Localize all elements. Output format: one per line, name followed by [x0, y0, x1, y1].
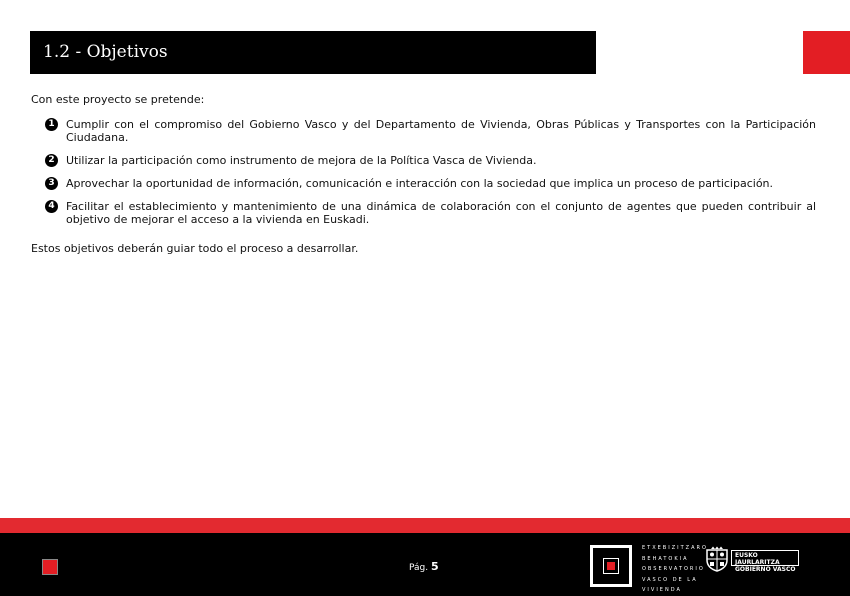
- coat-of-arms-icon: [705, 546, 729, 572]
- section-title: 1.2 - Objetivos: [30, 31, 596, 74]
- gobierno-vasco-logo: EUSKO JAURLARITZA GOBIERNO VASCO: [731, 550, 799, 566]
- number-3-icon: 3: [45, 177, 58, 190]
- list-item: [45, 118, 816, 144]
- footer-square-icon: [42, 559, 58, 575]
- page-label: Pág.: [409, 563, 429, 573]
- page-number: [409, 560, 439, 573]
- objective-text: Aprovechar la oportunidad de información, comunicación e interacción con la sociedad que implica un proceso de participación.: [66, 177, 774, 190]
- number-4-icon: 4: [45, 200, 58, 213]
- observatory-name: ETXEBIZITZARO BEHATOKIA OBSERVATORIO VASCO DE LA VIVIENDA: [642, 545, 708, 593]
- objective-text: Cumplir con el compromiso del Gobierno Vasco y del Departamento de Vivienda, Obras Públicas y Transportes con la Participación Ciudadana.: [66, 118, 816, 144]
- objective-text: Facilitar el establecimiento y mantenimiento de una dinámica de colaboración con el conjunto de agentes que pueden contribuir al objetivo de mejorar el acceso a la vivienda en Euskadi.: [66, 200, 816, 226]
- observatory-logo-icon: [590, 545, 632, 587]
- intro-text: Con este proyecto se pretende:: [31, 93, 205, 106]
- closing-text: Estos objetivos deberán guiar todo el proceso a desarrollar.: [31, 242, 359, 255]
- list-item: [45, 177, 816, 190]
- objective-text: Utilizar la participación como instrumento de mejora de la Política Vasca de Vivienda.: [66, 154, 537, 167]
- list-item: [45, 154, 816, 167]
- list-item: [45, 200, 816, 226]
- page-number-value: 5: [431, 560, 439, 573]
- number-2-icon: 2: [45, 154, 58, 167]
- number-1-icon: 1: [45, 118, 58, 131]
- footer-red-band: [0, 518, 850, 533]
- header-accent-square: [803, 31, 850, 74]
- objectives-list: [45, 118, 816, 236]
